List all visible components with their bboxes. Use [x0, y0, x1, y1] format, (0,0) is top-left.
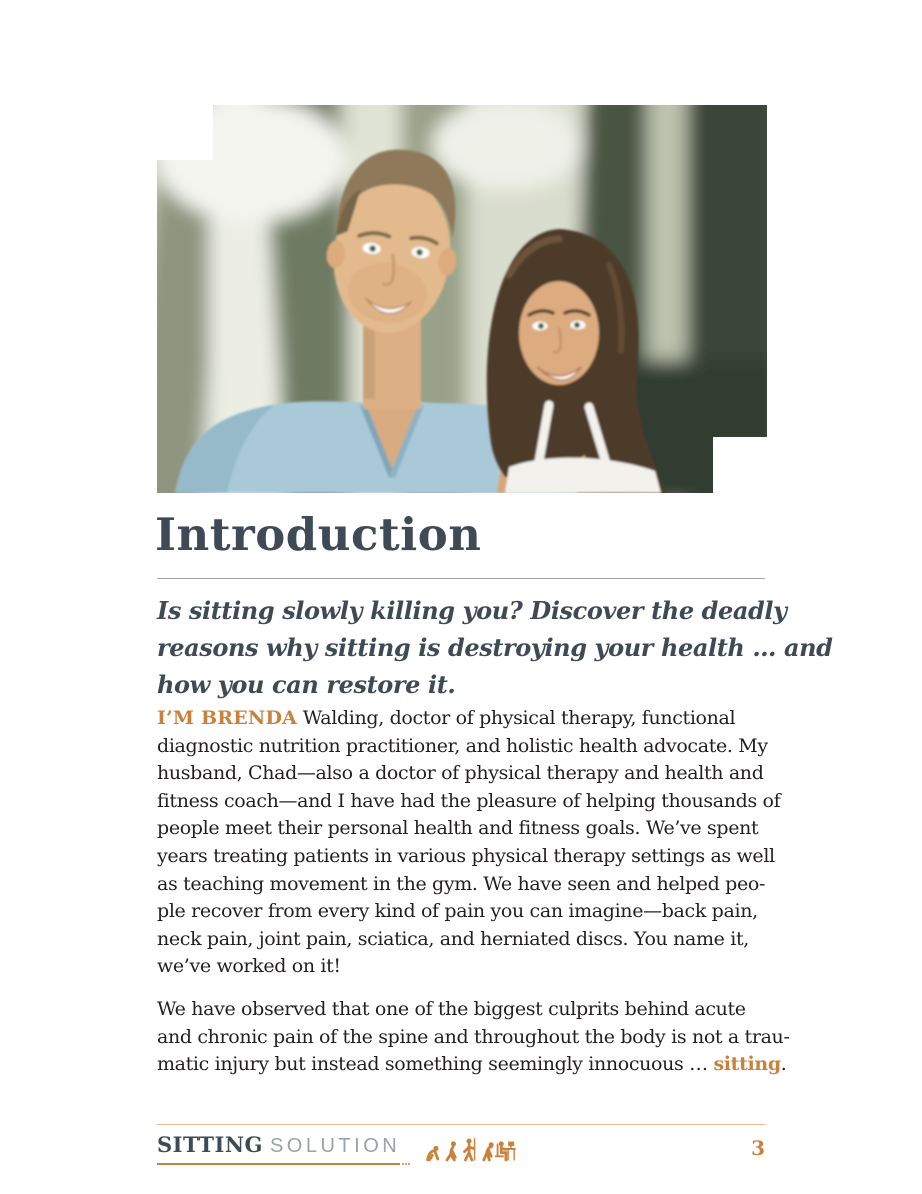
text-line: husband, Chad—also a doctor of physical therapy and health and	[157, 762, 764, 785]
text-line: We have observed that one of the biggest culprits behind acute	[157, 998, 746, 1020]
text-line: years treating patients in various physical therapy settings as well	[157, 844, 775, 867]
text-line: ple recover from every kind of pain you can imagine—back pain,	[157, 900, 758, 923]
evolution-of-man-icon	[424, 1133, 516, 1163]
brand-word-sitting: SITTING	[157, 1131, 263, 1157]
text-line: reasons why sitting is destroying your health … and	[157, 633, 833, 662]
text-line: as teaching movement in the gym. We have seen and helped peo-	[157, 872, 766, 895]
text-line	[157, 1051, 797, 1079]
brand-word-solution: SOLUTION	[269, 1134, 401, 1157]
intro-paragraph	[157, 705, 797, 981]
closing-paragraph	[157, 996, 797, 1079]
sitting-highlight: sitting	[713, 1053, 781, 1076]
lede-paragraph	[157, 592, 833, 703]
text-run: .	[780, 1053, 787, 1076]
heading-divider	[157, 578, 765, 579]
page-footer	[157, 1130, 765, 1166]
text-line: neck pain, joint pain, sciatica, and herniated discs. You name it,	[157, 927, 749, 950]
text-line: fitness coach—and I have had the pleasure of helping thousands of	[157, 789, 781, 812]
page-title: Introduction	[155, 508, 482, 561]
couple-photo	[157, 105, 767, 493]
text-line: and chronic pain of the spine and throughout the body is not a trau-	[157, 1025, 790, 1048]
text-run: matic injury but instead something seemingly innocuous …	[157, 1053, 714, 1076]
text-line: we’ve worked on it!	[157, 955, 341, 978]
text-line: how you can restore it.	[157, 670, 456, 699]
sitting-solution-logo	[157, 1132, 400, 1165]
text-line: people meet their personal health and fitness goals. We’ve spent	[157, 817, 759, 840]
footer-divider	[157, 1124, 765, 1125]
text-line: diagnostic nutrition practitioner, and holistic health advocate. My	[157, 734, 768, 757]
page-number: 3	[751, 1136, 765, 1160]
text-line	[157, 705, 797, 733]
text-line: Is sitting slowly killing you? Discover the deadly	[157, 596, 787, 625]
couple-photo-illustration	[157, 105, 767, 493]
text-run: Walding, doctor of physical therapy, functional	[297, 707, 736, 729]
brenda-lead-in: I’M BRENDA	[157, 707, 298, 729]
trademark-dots	[402, 1163, 410, 1165]
